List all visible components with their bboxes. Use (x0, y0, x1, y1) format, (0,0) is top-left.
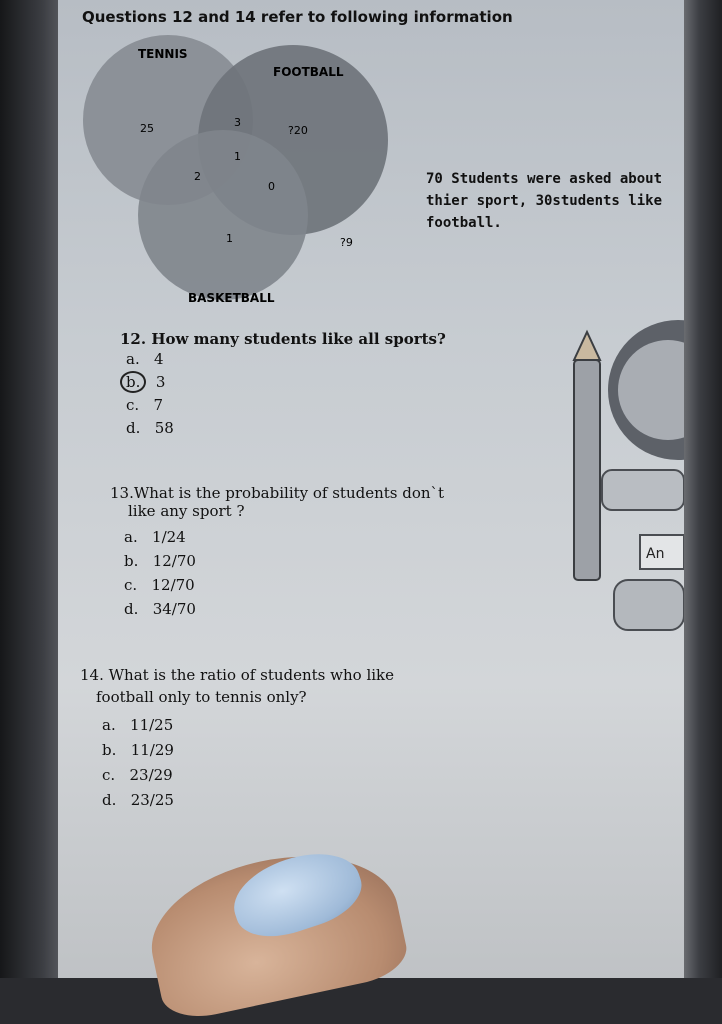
pencil-icon (574, 360, 600, 580)
worksheet (58, 0, 684, 978)
question-13-stem-line1: 13.What is the probability of students don`t (110, 484, 445, 502)
tennis-only-value: 25 (140, 122, 154, 135)
question-14-stem-line1: 14. What is the ratio of students who like (80, 666, 395, 684)
info-text: 70 Students were asked about thier sport, 30students like football. (426, 171, 663, 231)
tennis-football-value: 3 (234, 116, 241, 129)
astronaut-arm (602, 470, 684, 510)
question-13-stem-line2: like any sport ? (128, 502, 245, 520)
question-14-option-a: a. 11/25 (102, 716, 174, 734)
screen-bezel-right (684, 0, 722, 978)
football-only-value: ?20 (288, 124, 308, 137)
football-label: FOOTBALL (273, 65, 344, 79)
sign-text: An (646, 546, 665, 562)
pencil-tip (574, 332, 600, 360)
screen-bezel-left (0, 0, 60, 978)
question-14-stem-line2: football only to tennis only? (96, 688, 307, 706)
astronaut-illustration (558, 320, 684, 660)
tennis-label: TENNIS (138, 47, 188, 61)
all-three-top-value: 1 (234, 150, 241, 163)
question-13-option-c: c. 12/70 (124, 576, 195, 594)
question-13-option-d: d. 34/70 (124, 600, 196, 618)
football-basketball-value: ?9 (340, 236, 353, 249)
question-13-option-b: b. 12/70 (124, 552, 196, 570)
question-13-option-a: a. 1/24 (124, 528, 186, 546)
question-14-option-d: d. 23/25 (102, 791, 174, 809)
center-value: 0 (268, 180, 275, 193)
question-12-option-d: d. 58 (126, 419, 174, 437)
basketball-circle (138, 130, 308, 300)
questions-header: Questions 12 and 14 refer to following information (82, 8, 513, 26)
question-12-option-b: b. 3 (126, 373, 165, 391)
question-14-option-b: b. 11/29 (102, 741, 174, 759)
basketball-label: BASKETBALL (188, 291, 275, 305)
venn-diagram (58, 0, 438, 320)
question-12-stem: 12. How many students like all sports? (120, 330, 446, 348)
question-12-option-a: a. 4 (126, 350, 164, 368)
tennis-basketball-value: 2 (194, 170, 201, 183)
astronaut-boot (614, 580, 684, 630)
answer-circle-mark: b. (120, 371, 146, 393)
question-14-option-c: c. 23/29 (102, 766, 173, 784)
basketball-only-value: 1 (226, 232, 233, 245)
question-12-option-c: c. 7 (126, 396, 164, 414)
